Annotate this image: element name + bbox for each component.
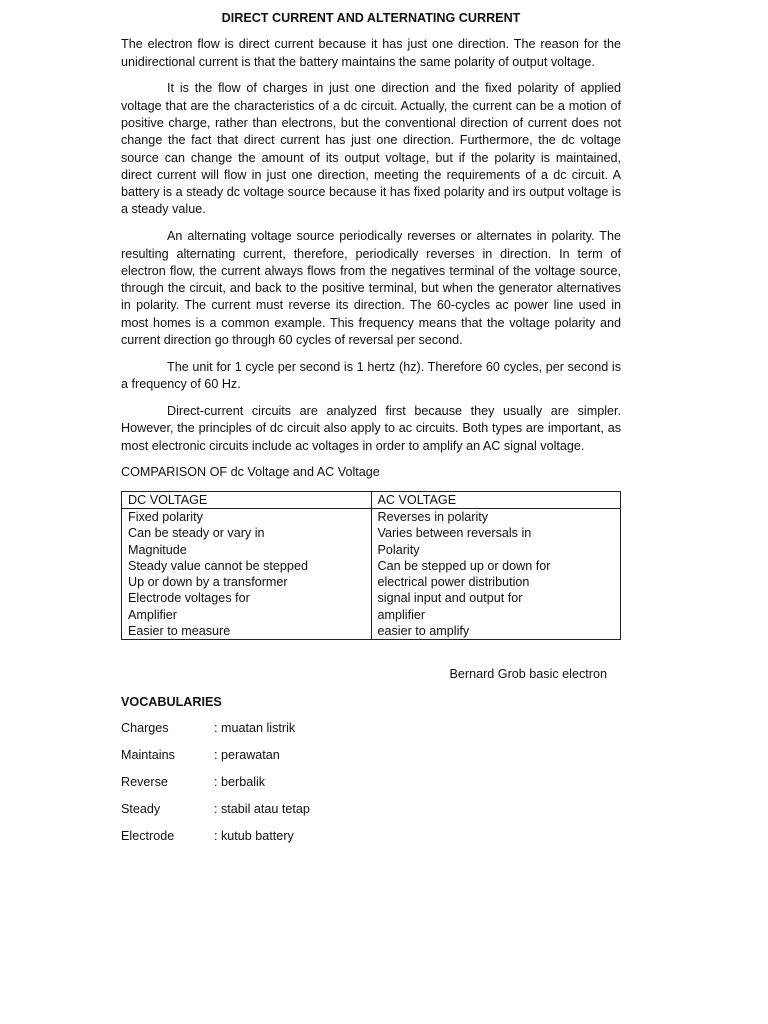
vocab-item	[121, 774, 621, 791]
vocab-meaning: : muatan listrik	[214, 721, 296, 736]
vocab-item	[121, 720, 621, 737]
table-header-dc: DC VOLTAGE	[122, 491, 372, 508]
ac-line: Polarity	[377, 542, 420, 557]
vocab-item	[121, 801, 621, 818]
ac-line: amplifier	[377, 607, 426, 622]
vocab-term: Charges	[121, 721, 169, 736]
dc-line: Up or down by a transformer	[128, 575, 288, 590]
table-header-ac: AC VOLTAGE	[371, 491, 621, 508]
dc-line: Electrode voltages for	[128, 591, 250, 606]
ac-line: Varies between reversals in	[377, 526, 532, 541]
source-citation: Bernard Grob basic electron	[449, 667, 607, 682]
vocab-item	[121, 747, 621, 764]
vocab-term: Maintains	[121, 748, 175, 763]
paragraph-2: It is the flow of charges in just one direction and the fixed polarity of applied voltage that are the characteristics of a dc circuit. Actually, the current can be a motion of positive charge, rather than electrons, but the conventional direction of current does not change the fact that direct current has just one direction. Furthermore, the dc voltage source can change the amount of its output voltage, but if the polarity is maintained, direct current will flow in just one direction, meeting the requirements of a dc circuit. A battery is a steady dc voltage source because it has fixed polarity and irs output voltage is a steady value.	[121, 81, 621, 217]
dc-line: Easier to measure	[128, 624, 231, 638]
comparison-table	[121, 491, 621, 641]
vocab-term: Electrode	[121, 828, 175, 843]
vocab-term: Reverse	[121, 775, 168, 790]
ac-line: easier to amplify	[377, 624, 470, 638]
document-title: DIRECT CURRENT AND ALTERNATING CURRENT	[221, 11, 521, 25]
paragraph-4: The unit for 1 cycle per second is 1 hertz (hz). Therefore 60 cycles, per second is a frequency of 60 Hz.	[121, 359, 621, 392]
vocab-term: Steady	[121, 802, 161, 817]
vocabularies-title: VOCABULARIES	[121, 694, 222, 709]
dc-line: Magnitude	[128, 542, 187, 557]
vocab-meaning: : kutub battery	[214, 828, 294, 843]
document-page	[121, 10, 621, 855]
ac-line: electrical power distribution	[377, 575, 530, 590]
ac-line: signal input and output for	[377, 591, 523, 606]
vocab-meaning: : berbalik	[214, 775, 266, 790]
ac-line: Reverses in polarity	[377, 509, 489, 524]
ac-line: Can be stepped up or down for	[377, 558, 551, 573]
dc-line: Steady value cannot be stepped	[128, 558, 308, 573]
paragraph-3: An alternating voltage source periodically reverses or alternates in polarity. The resulting alternating current, therefore, periodically reverses in direction. In term of electron flow, the current always flows from the negatives terminal of the voltage source, through the circuit, and back to the positive terminal, but when the generator alternatives in polarity. The current must reverse its direction. The 60-cycles ac power line used in most homes is a common example. This frequency means that the voltage polarity and current direction go through 60 cycles of reversal per second.	[121, 229, 621, 348]
paragraph-5: Direct-current circuits are analyzed first because they usually are simpler. However, the principles of dc circuit also apply to ac circuits. Both types are important, as most electronic circuits include ac voltages in order to amplify an AC signal voltage.	[121, 403, 621, 453]
comparison-heading: COMPARISON OF dc Voltage and AC Voltage	[121, 465, 380, 480]
vocab-meaning: : perawatan	[214, 748, 280, 763]
vocab-meaning: : stabil atau tetap	[214, 802, 310, 817]
dc-line: Fixed polarity	[128, 509, 203, 524]
paragraph-1: The electron flow is direct current because it has just one direction. The reason for the unidirectional current is that the battery maintains the same polarity of output voltage.	[121, 37, 621, 69]
dc-line: Can be steady or vary in	[128, 526, 265, 541]
dc-column-cell	[122, 508, 372, 639]
ac-column-cell	[371, 508, 621, 639]
table-header-row	[122, 491, 621, 508]
dc-line: Amplifier	[128, 607, 177, 622]
vocab-item	[121, 828, 621, 845]
table-row	[122, 508, 621, 639]
